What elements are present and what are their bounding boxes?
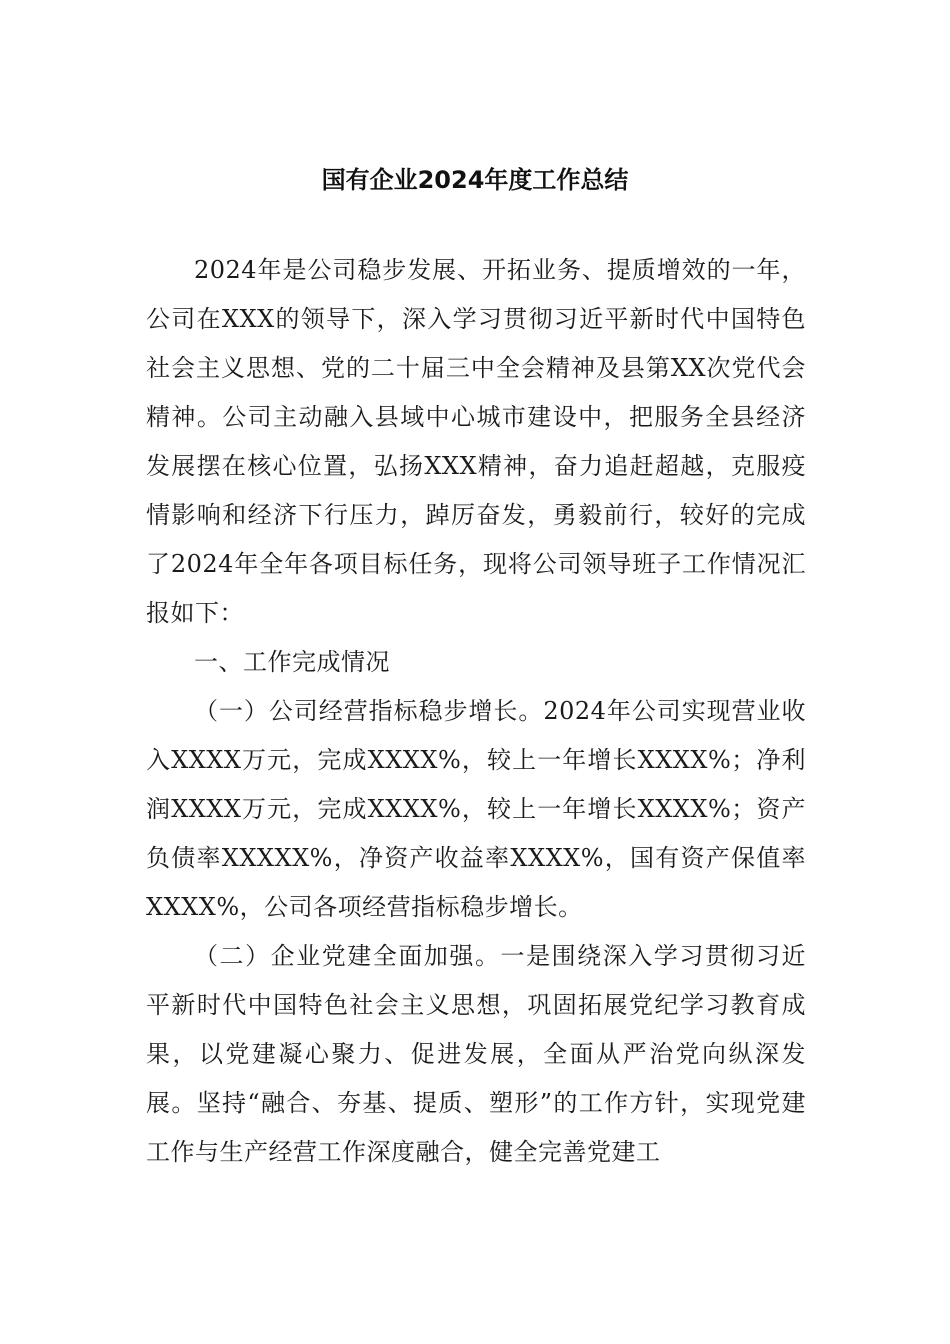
- document-body: [146, 246, 806, 1177]
- paragraph-intro: 2024年是公司稳步发展、开拓业务、提质增效的一年，公司在XXX的领导下，深入学习贯彻习近平新时代中国特色社会主义思想、党的二十届三中全会精神及县第XX次党代会精神。公司主动融入县域中心城市建设中，把服务全县经济发展摆在核心位置，弘扬XXX精神，奋力追赶超越，克服疫情影响和经济下行压力，踔厉奋发，勇毅前行，较好的完成了2024年全年各项目标任务，现将公司领导班子工作情况汇报如下：: [146, 256, 806, 627]
- section-heading-work-completion: 一、工作完成情况: [194, 648, 390, 676]
- paragraph-business-indicators: （一）公司经营指标稳步增长。2024年公司实现营业收入XXXX万元，完成XXXX%，较上一年增长XXXX%；净利润XXXX万元，完成XXXX%，较上一年增长XXXX%；资产负债率XXXXX%，净资产收益率XXXX%，国有资产保值率XXXX%，公司各项经营指标稳步增长。: [146, 697, 806, 921]
- paragraph-party-building: （二）企业党建全面加强。一是围绕深入学习贯彻习近平新时代中国特色社会主义思想，巩固拓展党纪学习教育成果，以党建凝心聚力、促进发展，全面从严治党向纵深发展。坚持“融合、夯基、提质、塑形”的工作方针，实现党建工作与生产经营工作深度融合，健全完善党建工: [146, 942, 806, 1166]
- document-title: 国有企业2024年度工作总结: [321, 166, 629, 194]
